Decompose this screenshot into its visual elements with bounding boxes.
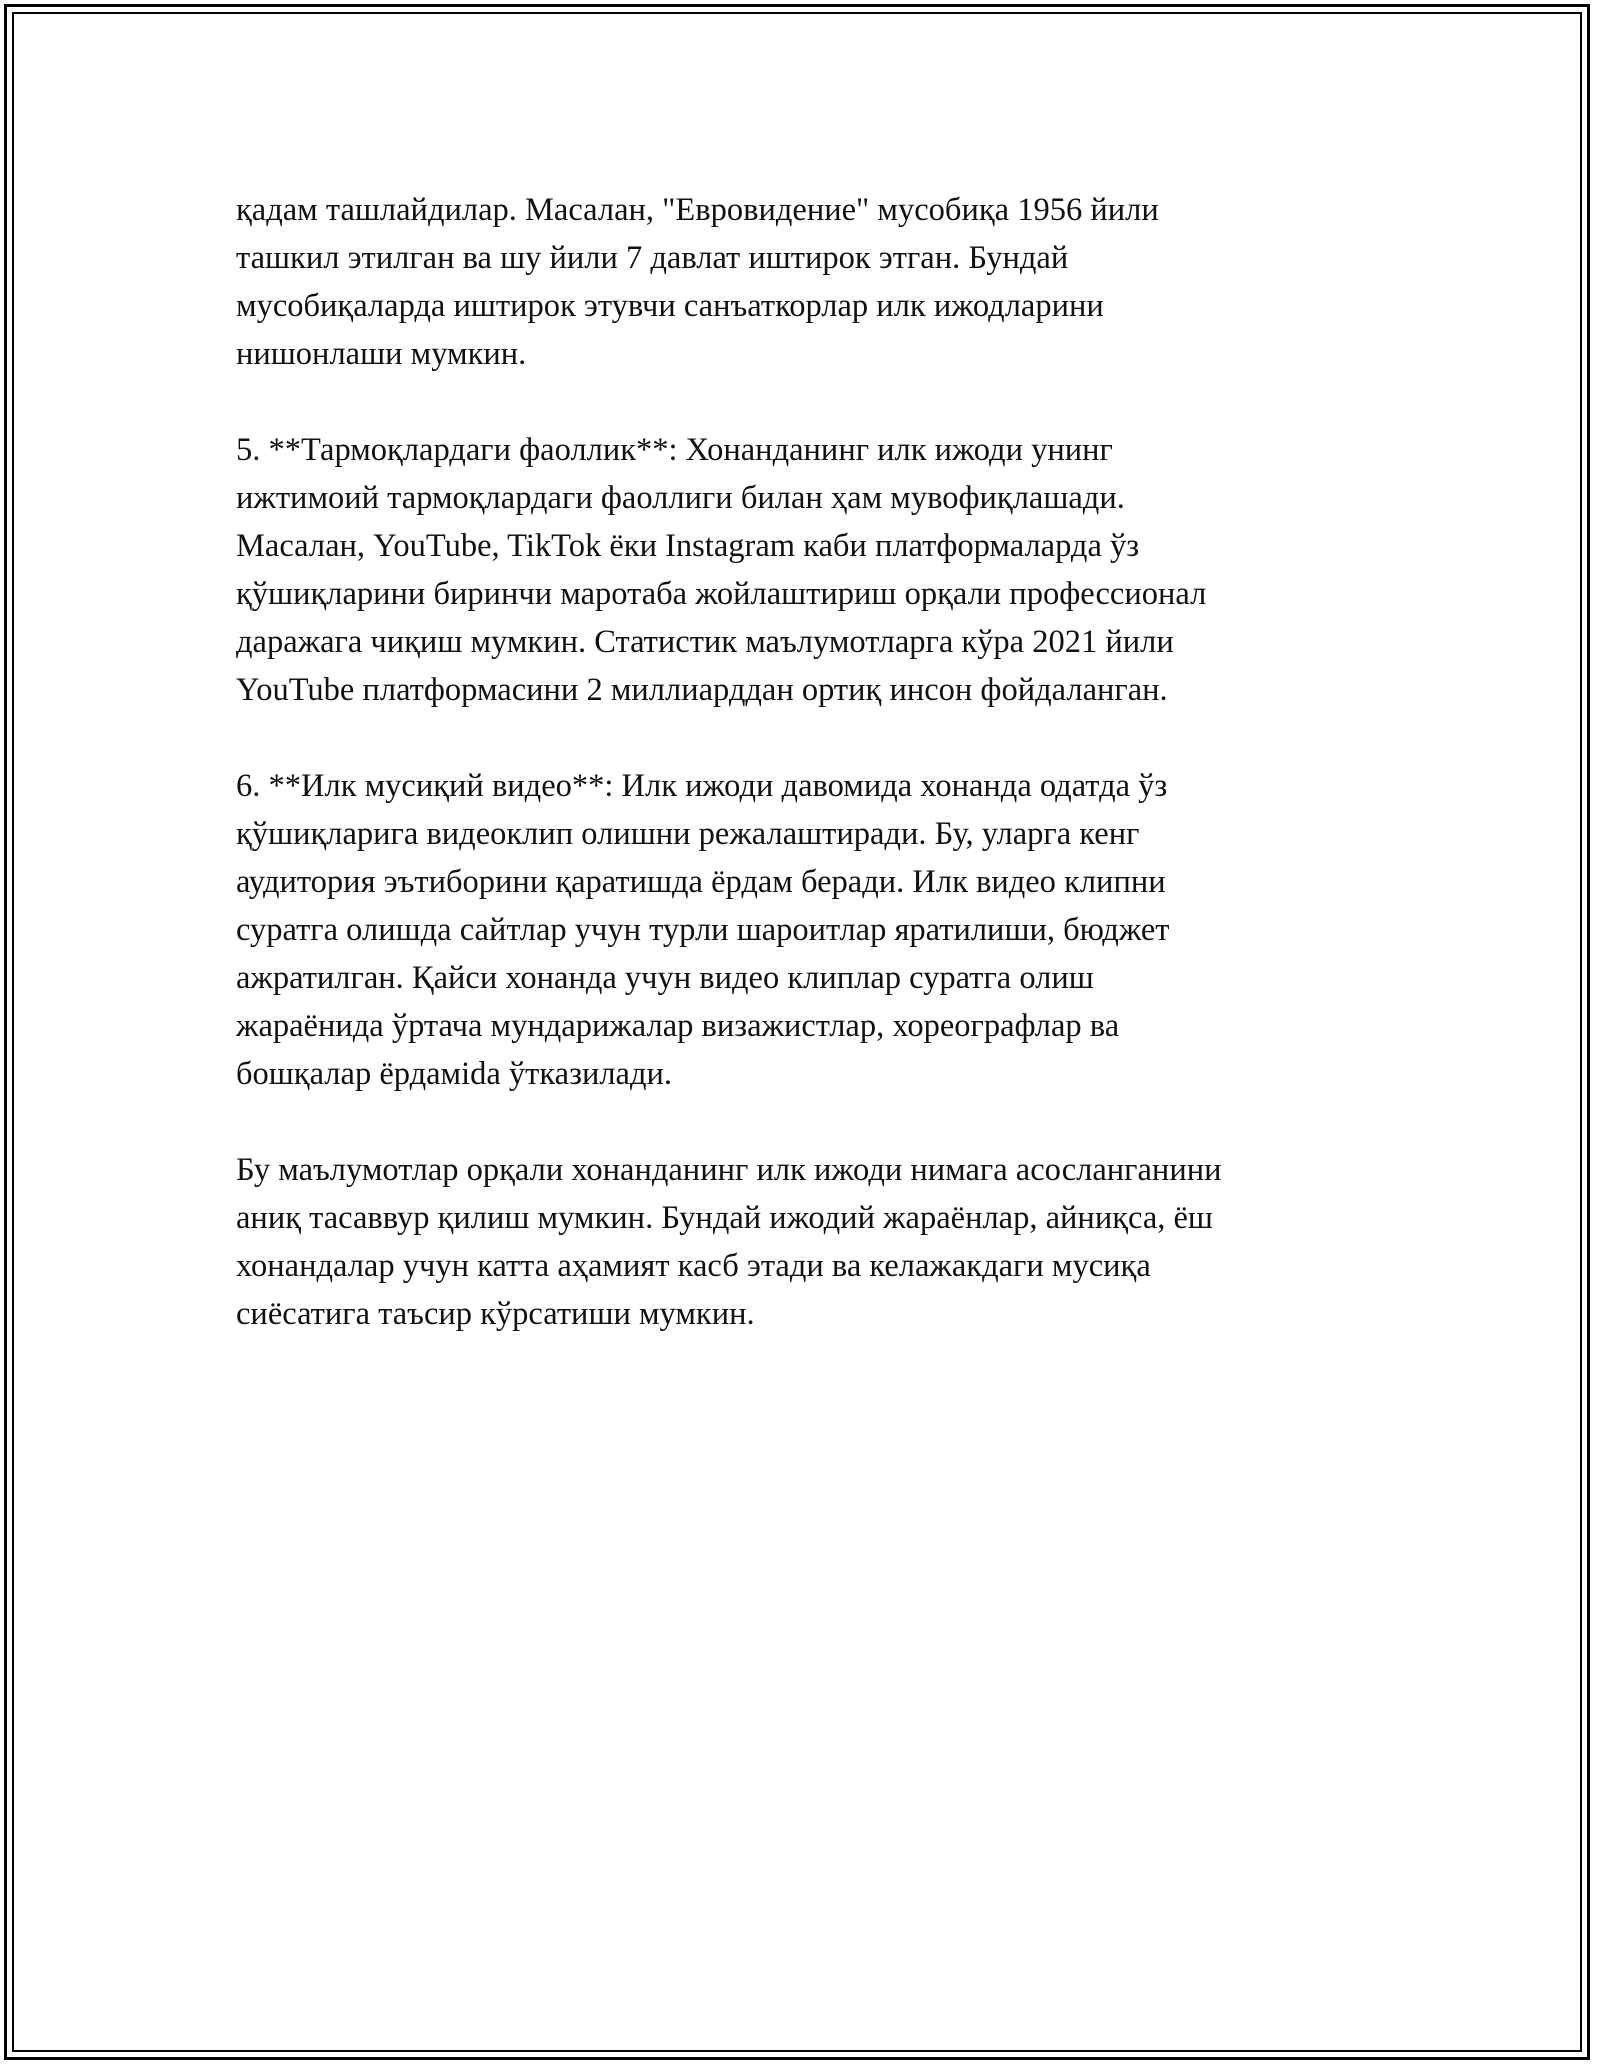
paragraph-eurovision: қадам ташлайдилар. Масалан, "Евровидение" мусобиқа 1956 йили ташкил этилган ва шу йили 7 давлат иштирок этган. Бундай мусобиқаларда иштирок этувчи санъаткорлар илк ижодларини нишонлаши мумкин. bbox=[236, 192, 1159, 372]
paragraph-first-music-video: 6. **Илк мусиқий видео**: Илк ижоди давомида хонанда одатда ўз қўшиқларига видеоклип олишни режалаштиради. Бу, уларга кенг аудитория эътиборини қаратишда ёрдам беради. Илк видео клипни суратга олишда сайтлар учун турли шароитлар яратилиши, бюджет ажратилган. Қайси хонанда учун видео клиплар суратга олиш жараёнида ўртача мундарижалар визажистлар, хореографлар ва бошқалар ёрдамida ўтказилади. bbox=[236, 768, 1170, 1092]
document-body bbox=[236, 186, 1416, 1338]
paragraph-conclusion: Бу маълумотлар орқали хонанданинг илк ижоди нимага асосланганини аниқ тасаввур қилиш мумкин. Бундай ижодий жараёнлар, айниқса, ёш хонандалар учун катта аҳамият касб этади ва келажакдаги мусиқа сиёсатига таъсир кўрсатиши мумкин. bbox=[236, 1152, 1222, 1332]
paragraph-social-activity: 5. **Тармоқлардаги фаоллик**: Хонанданинг илк ижоди унинг ижтимоий тармоқлардаги фаоллиги билан ҳам мувофиқлашади. Масалан, YouTube, TikTok ёки Instagram каби платформаларда ўз қўшиқларини биринчи маротаба жойлаштириш орқали профессионал даражага чиқиш мумкин. Статистик маълумотларга кўра 2021 йили YouTube платформасини 2 миллиарддан ортиқ инсон фойдаланган. bbox=[236, 432, 1207, 708]
